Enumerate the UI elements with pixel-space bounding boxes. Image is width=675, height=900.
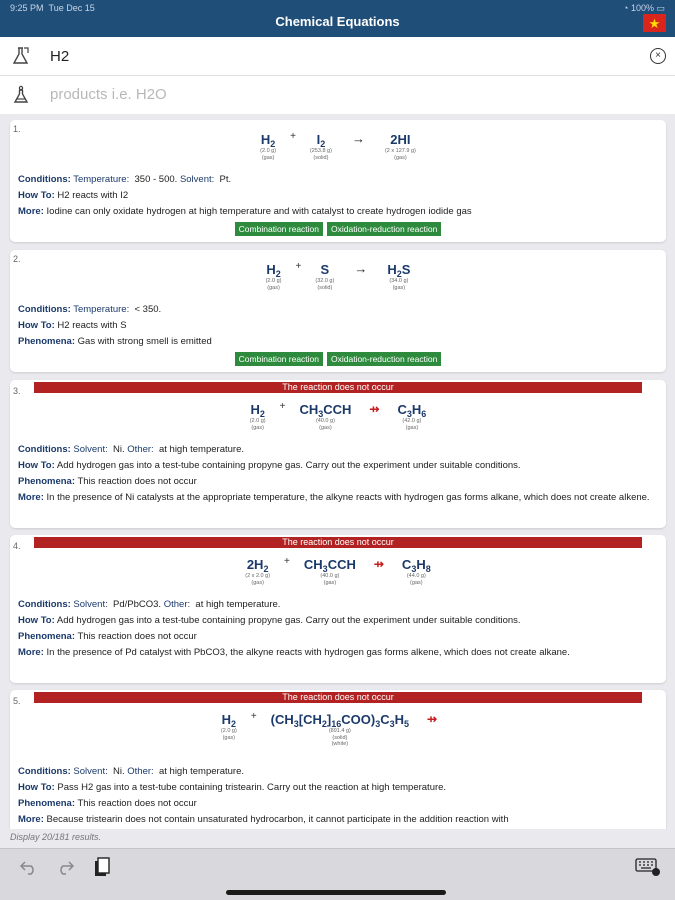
results-list bbox=[0, 114, 675, 829]
page-title: Chemical Equations bbox=[275, 14, 400, 29]
results-count: Display 20/181 results. bbox=[10, 832, 102, 842]
reactant: $H_2$ (2.0 g) (gas) bbox=[220, 712, 237, 741]
more-line: More: In the presence of Pd catalyst with PbCO3, the alkyne reacts with hydrogen gas forms alkene, which does not create alkane. bbox=[18, 647, 570, 658]
reaction-info bbox=[18, 764, 658, 828]
howto-line: How To: Add hydrogen gas into a test-tube containing propyne gas. Carry out the experiment under suitable conditions. bbox=[18, 615, 521, 626]
tag-combination[interactable]: Combination reaction bbox=[235, 352, 323, 366]
no-reaction-arrow-icon: ⇸ bbox=[373, 557, 384, 571]
wifi-icon: ◔ bbox=[622, 3, 629, 13]
reactant: S (32.0 g) (solid) bbox=[315, 262, 335, 291]
reaction-arrow-icon: → bbox=[354, 261, 368, 276]
not-occur-banner: The reaction does not occur bbox=[34, 537, 642, 548]
reaction-info bbox=[18, 302, 658, 350]
result-card[interactable] bbox=[10, 250, 666, 372]
reactant: $H_2$ (2.0 g) (gas) bbox=[260, 132, 277, 161]
phenomena-line: Phenomena: This reaction does not occur bbox=[18, 631, 197, 642]
language-flag-icon[interactable]: ★ bbox=[643, 14, 666, 32]
search-panel bbox=[0, 37, 675, 114]
reactants-row[interactable] bbox=[0, 37, 675, 75]
plus-sign: + bbox=[290, 131, 296, 142]
reactant: $H_2$ (2.0 g) (gas) bbox=[265, 262, 282, 291]
tag-combination[interactable]: Combination reaction bbox=[235, 222, 323, 236]
navigation-bar bbox=[0, 0, 675, 37]
status-time: 9:25 PM Tue Dec 15 bbox=[10, 3, 95, 13]
reaction-arrow-icon: → bbox=[351, 131, 365, 146]
plus-sign: + bbox=[279, 401, 286, 412]
reaction-tags bbox=[10, 352, 666, 366]
chemical-equation bbox=[10, 262, 666, 291]
not-occur-banner: The reaction does not occur bbox=[34, 382, 642, 393]
howto-line: How To: Pass H2 gas into a test-tube containing tristearin. Carry out the reaction at high temperature. bbox=[18, 782, 447, 793]
result-index: 3. bbox=[13, 386, 21, 396]
product: $C_3H_8$ (44.0 g) (gas) bbox=[401, 557, 431, 586]
no-reaction-arrow-icon: ⇸ bbox=[369, 402, 380, 416]
conditions-line: Conditions: Solvent: Ni. Other: at high temperature. bbox=[18, 444, 244, 455]
conditions-line: Conditions: Temperature: 350 - 500. Solvent: Pt. bbox=[18, 174, 232, 185]
tag-redox[interactable]: Oxidation-reduction reaction bbox=[327, 352, 441, 366]
reactant: $CH_3CCH$ (40.0 g) (gas) bbox=[303, 557, 356, 586]
reactants-input[interactable]: H2 bbox=[50, 47, 70, 65]
phenomena-line: Phenomena: This reaction does not occur bbox=[18, 798, 197, 809]
more-line: More: Because tristearin does not contain unsaturated hydrocarbon, it cannot participate in the addition reaction with bbox=[18, 814, 509, 825]
products-flask-icon bbox=[10, 84, 32, 106]
phenomena-line: Phenomena: Gas with strong smell is emitted bbox=[18, 336, 212, 347]
result-index: 1. bbox=[13, 124, 21, 134]
product: $C_3H_6$ (42.0 g) (gas) bbox=[397, 402, 427, 431]
product: 2HI (2 x 127.9 g) (gas) bbox=[384, 132, 416, 161]
paste-icon[interactable] bbox=[91, 856, 113, 878]
more-line: More: Iodine can only oxidate hydrogen at high temperature and with catalyst to create hydrogen iodide gas bbox=[18, 206, 472, 217]
conditions-line: Conditions: Solvent: Ni. Other: at high temperature. bbox=[18, 766, 244, 777]
no-reaction-arrow-icon: ⇸ bbox=[427, 712, 438, 726]
reactant: $H_2$ (2.0 g) (gas) bbox=[249, 402, 266, 431]
status-battery: ◔ 100% ▭ bbox=[622, 3, 665, 13]
products-input[interactable]: products i.e. H2O bbox=[50, 86, 167, 103]
phenomena-line: Phenomena: This reaction does not occur bbox=[18, 476, 197, 487]
home-indicator[interactable] bbox=[226, 890, 446, 895]
clear-input-button[interactable]: × bbox=[650, 48, 666, 64]
undo-icon[interactable] bbox=[18, 856, 40, 878]
redo-icon[interactable] bbox=[54, 856, 76, 878]
conditions-line: Conditions: Temperature: < 350. bbox=[18, 304, 162, 315]
howto-line: How To: Add hydrogen gas into a test-tube containing propyne gas. Carry out the experiment under suitable conditions. bbox=[18, 460, 521, 471]
not-occur-banner: The reaction does not occur bbox=[34, 692, 642, 703]
reactant: $2H_2$ (2 x 2.0 g) (gas) bbox=[245, 557, 271, 586]
plus-sign: + bbox=[250, 711, 257, 722]
result-card[interactable] bbox=[10, 690, 666, 829]
more-line: More: In the presence of Ni catalysts at the appropriate temperature, the alkyne reacts with hydrogen gas forms alkane, which does not create alkene. bbox=[18, 492, 650, 503]
keyboard-icon[interactable] bbox=[634, 856, 662, 878]
reaction-info bbox=[18, 172, 658, 220]
reaction-tags bbox=[10, 222, 666, 236]
reaction-info bbox=[18, 442, 658, 506]
plus-sign: + bbox=[295, 261, 302, 272]
result-index: 2. bbox=[13, 254, 21, 264]
tag-redox[interactable]: Oxidation-reduction reaction bbox=[327, 222, 441, 236]
chemical-equation bbox=[10, 402, 666, 431]
chemical-equation bbox=[10, 557, 666, 586]
chemical-equation bbox=[10, 132, 666, 161]
result-index: 4. bbox=[13, 541, 21, 551]
chemical-equation bbox=[10, 712, 666, 748]
reaction-info bbox=[18, 597, 658, 661]
flask-icon bbox=[10, 45, 32, 67]
battery-icon: ▭ bbox=[656, 3, 665, 13]
howto-line: How To: H2 reacts with I2 bbox=[18, 190, 129, 201]
howto-line: How To: H2 reacts with S bbox=[18, 320, 127, 331]
reactant: $(CH_3[CH_2]_{16}COO)_3C_3H_5$ (891.4 g) (solid) (white) bbox=[270, 712, 410, 747]
reactant: $I_2$ (253.8 g) (solid) bbox=[309, 132, 332, 161]
plus-sign: + bbox=[284, 556, 290, 567]
result-card[interactable] bbox=[10, 380, 666, 528]
product: $H_2S$ (34.0 g) (gas) bbox=[387, 262, 411, 291]
result-card[interactable] bbox=[10, 535, 666, 683]
conditions-line: Conditions: Solvent: Pd/PbCO3. Other: at high temperature. bbox=[18, 599, 281, 610]
products-row[interactable] bbox=[0, 75, 675, 113]
result-card[interactable] bbox=[10, 120, 666, 242]
reactant: $CH_3CCH$ (40.0 g) (gas) bbox=[299, 402, 352, 431]
result-index: 5. bbox=[13, 696, 21, 706]
